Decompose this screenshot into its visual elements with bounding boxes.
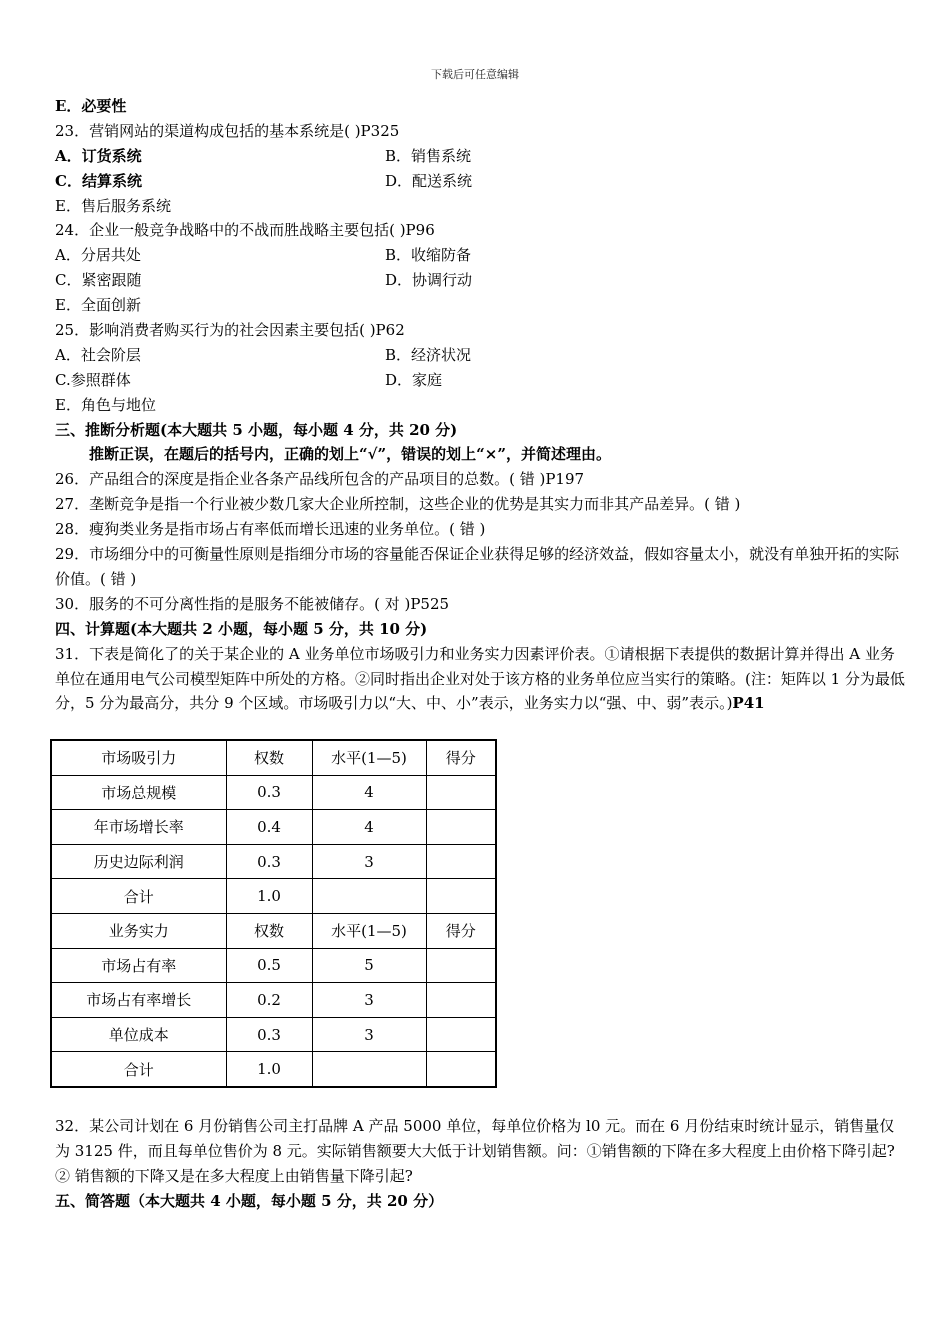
table-cell: 3 <box>312 983 426 1018</box>
option-a: A．分居共处 <box>55 246 141 265</box>
table-cell <box>426 983 496 1018</box>
table-cell <box>426 810 496 845</box>
table-cell: 1.0 <box>226 879 312 914</box>
table-cell: 市场占有率增长 <box>51 983 226 1018</box>
question-32-block <box>55 1114 905 1214</box>
table-cell: 得分 <box>426 913 496 948</box>
table-row <box>51 948 496 983</box>
question-24: 24．企业一般竞争战略中的不战而胜战略主要包括( )P96 <box>55 221 435 240</box>
question-26: 26．产品组合的深度是指企业各条产品线所包含的产品项目的总数。( 错 )P197 <box>55 470 585 489</box>
option-row <box>55 268 905 293</box>
table-cell: 0.5 <box>226 948 312 983</box>
option-e: E．售后服务系统 <box>55 196 171 215</box>
table-row <box>51 983 496 1018</box>
table-cell: 历史边际利润 <box>51 844 226 879</box>
table-cell <box>426 844 496 879</box>
section-5-heading: 五、简答题（本大题共 4 小题，每小题 5 分，共 20 分） <box>55 1191 444 1210</box>
table-row <box>51 879 496 914</box>
option-a: A．订货系统 <box>55 146 142 165</box>
table-cell <box>426 948 496 983</box>
table-cell <box>426 1052 496 1087</box>
section-4-heading: 四、计算题(本大题共 2 小题，每小题 5 分，共 10 分) <box>55 619 428 638</box>
question-25: 25．影响消费者购买行为的社会因素主要包括( )P62 <box>55 321 405 340</box>
table-cell: 3 <box>312 844 426 879</box>
table-cell: 0.2 <box>226 983 312 1018</box>
question-28: 28．瘦狗类业务是指市场占有率低而增长迅速的业务单位。( 错 ) <box>55 520 486 539</box>
table-cell: 水平(1—5) <box>312 740 426 775</box>
table-cell: 业务实力 <box>51 913 226 948</box>
table-cell: 4 <box>312 810 426 845</box>
option-b: B．收缩防备 <box>385 246 472 265</box>
table-cell: 得分 <box>426 740 496 775</box>
option-c: C.参照群体 <box>55 370 131 389</box>
table-row <box>51 775 496 810</box>
table-row <box>51 740 496 775</box>
option-e: E．全面创新 <box>55 296 141 315</box>
table-row <box>51 913 496 948</box>
option-row <box>55 243 905 268</box>
question-31-page: P41 <box>732 694 765 713</box>
table-cell <box>426 879 496 914</box>
table-cell: 1.0 <box>226 1052 312 1087</box>
option-b: B．经济状况 <box>385 345 472 364</box>
table-cell: 年市场增长率 <box>51 810 226 845</box>
section-3-heading: 三、推断分析题(本大题共 5 小题，每小题 4 分，共 20 分) <box>55 420 458 439</box>
table-cell: 0.3 <box>226 1017 312 1052</box>
table-cell: 0.3 <box>226 775 312 810</box>
table-row <box>51 810 496 845</box>
question-32: 32．某公司计划在 6 月份销售公司主打品牌 A 产品 5000 单位，每单位价格为 l0 元。而在 6 月份结束时统计显示，销售量仅为 3125 件，而且每单位售价为 8 元。实际销售额要大大低于计划销售额。问：①销售额的下降在多大程度上由价格下降引起?② 销售额的下降又是在多大程度上由销售量下降引起? <box>55 1117 895 1185</box>
table-cell: 单位成本 <box>51 1017 226 1052</box>
option-row <box>55 368 905 393</box>
question-27: 27．垄断竞争是指一个行业被少数几家大企业所控制，这些企业的优势是其实力而非其产品差异。( 错 ) <box>55 495 741 514</box>
option-c: C．紧密跟随 <box>55 271 142 290</box>
option-d: D．协调行动 <box>385 271 473 290</box>
option-row <box>55 144 905 169</box>
question-31 <box>55 642 905 717</box>
table-cell <box>426 775 496 810</box>
document-body <box>55 94 905 716</box>
option-a: A．社会阶层 <box>55 345 141 364</box>
option-b: B．销售系统 <box>385 146 472 165</box>
table-row <box>51 1017 496 1052</box>
table-cell: 5 <box>312 948 426 983</box>
table-cell: 市场占有率 <box>51 948 226 983</box>
table-cell <box>312 1052 426 1087</box>
evaluation-table <box>50 739 497 1088</box>
table-row <box>51 1052 496 1087</box>
table-cell: 0.4 <box>226 810 312 845</box>
table-cell: 0.3 <box>226 844 312 879</box>
question-31-text: 31．下表是简化了的关于某企业的 A 业务单位市场吸引力和业务实力因素评价表。①请根据下表提供的数据计算并得出 A 业务单位在通用电气公司模型矩阵中所处的方格。②同时指出企业对处于该方格的业务单位应当实行的策略。(注：矩阵以 1 分为最低分，5 分为最高分，共分 9 个区域。市场吸引力以“大、中、小”表示，业务实力以“强、中、弱”表示。) <box>55 644 905 713</box>
table-cell: 权数 <box>226 740 312 775</box>
option-row <box>55 343 905 368</box>
option-d: D．家庭 <box>385 370 443 389</box>
question-23: 23．营销网站的渠道构成包括的基本系统是( )P325 <box>55 121 400 140</box>
option-line: E．必要性 <box>55 97 127 115</box>
table-cell: 3 <box>312 1017 426 1052</box>
table-cell <box>312 879 426 914</box>
page-header-note: 下载后可任意编辑 <box>431 68 519 81</box>
table-row <box>51 844 496 879</box>
table-cell: 4 <box>312 775 426 810</box>
table-cell: 权数 <box>226 913 312 948</box>
table-cell: 合计 <box>51 879 226 914</box>
option-d: D．配送系统 <box>385 171 473 190</box>
option-c: C．结算系统 <box>55 171 142 190</box>
table-cell: 合计 <box>51 1052 226 1087</box>
question-29: 29．市场细分中的可衡量性原则是指细分市场的容量能否保证企业获得足够的经济效益，假如容量太小，就没有单独开拓的实际价值。( 错 ) <box>55 545 900 588</box>
evaluation-table-body <box>51 740 496 1087</box>
question-30: 30．服务的不可分离性指的是服务不能被储存。( 对 )P525 <box>55 594 450 613</box>
table-cell <box>426 1017 496 1052</box>
option-e: E．角色与地位 <box>55 395 156 414</box>
section-3-instruction: 推断正误，在题后的括号内，正确的划上“√”，错误的划上“×”，并简述理由。 <box>89 445 611 464</box>
table-cell: 市场吸引力 <box>51 740 226 775</box>
table-cell: 市场总规模 <box>51 775 226 810</box>
option-row <box>55 169 905 194</box>
table-cell: 水平(1—5) <box>312 913 426 948</box>
